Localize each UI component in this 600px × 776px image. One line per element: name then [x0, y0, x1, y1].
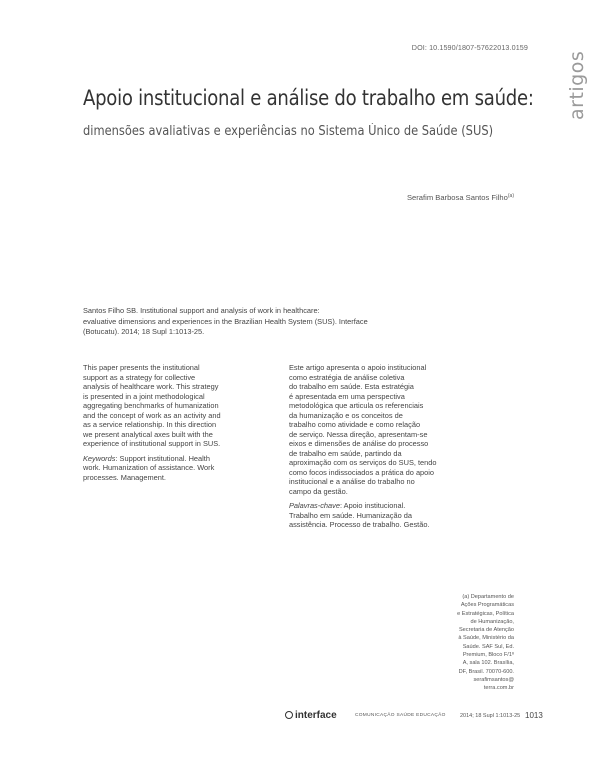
- journal-logo: [285, 710, 337, 721]
- affiliation-line: Secretaria de Atenção: [458, 627, 514, 634]
- affiliation-line: Saúde. SAF Sul, Ed.: [462, 643, 514, 650]
- abstract-line: como focos indissociados a prática do apoio: [289, 467, 435, 477]
- keywords-line: work. Humanization of assistance. Work: [83, 463, 215, 472]
- keywords-line: : Support institutional. Health: [115, 453, 210, 463]
- affiliation-line: A, sala 102. Brasília,: [462, 660, 514, 667]
- keywords-label: Keywords: [83, 453, 116, 463]
- abstract-portuguese: [289, 363, 454, 535]
- abstract-line: Este artigo apresenta o apoio institucional: [289, 363, 427, 372]
- page-footer: [285, 710, 550, 724]
- logo-icon: [285, 711, 293, 719]
- issue-info: 2014; 18 Supl 1:1013-25: [460, 713, 521, 719]
- affiliation-line: terra.com.br: [483, 685, 514, 692]
- affiliation-line: de Humanização,: [470, 618, 514, 625]
- article-subtitle: dimensões avaliativas e experiências no Sistema Único de Saúde (SUS): [83, 124, 494, 139]
- affiliation-line: serafimsantos@: [473, 676, 514, 683]
- abstract-line: do trabalho em saúde. Esta estratégia: [289, 382, 414, 391]
- author-name: Serafim Barbosa Santos Filho: [406, 193, 508, 202]
- abstract-body: [289, 363, 454, 496]
- article-title: Apoio institucional e análise do trabalho em saúde:: [83, 86, 534, 110]
- citation-block: [83, 306, 423, 338]
- affiliation-line: à Saúde, Ministério da: [458, 635, 514, 642]
- affiliation-line: e Estratégicas, Política: [457, 610, 514, 617]
- abstract-line: is presented in a joint methodological: [83, 391, 205, 401]
- abstract-line: da humanização e os conceitos de: [289, 410, 403, 420]
- keywords-line: processes. Management.: [83, 472, 166, 482]
- abstract-line: trabalho como atividade e como relação: [289, 420, 421, 429]
- abstract-line: analysis of healthcare work. This strategy: [83, 382, 219, 391]
- citation-line: Santos Filho SB. Institutional support and analysis of work in healthcare:: [83, 306, 320, 315]
- abstract-line: metodológica que articula os referenciais: [289, 401, 424, 410]
- affiliation-line: DF, Brasil. 70070-600.: [458, 668, 514, 675]
- author-line: [407, 193, 514, 202]
- abstract-line: de serviço. Nessa direção, apresentam-se: [289, 429, 428, 439]
- abstract-line: como estratégia de análise coletiva: [289, 372, 405, 382]
- keywords-line: assistência. Processo de trabalho. Gestão.: [289, 520, 430, 529]
- citation-line: evaluative dimensions and experiences in the Brazilian Health System (SUS). Interface: [83, 316, 368, 326]
- keywords: [83, 454, 283, 483]
- page-number: 1013: [525, 711, 543, 720]
- affiliation-line: Ações Programáticas: [460, 602, 514, 609]
- keywords-line: : Apoio institucional.: [339, 501, 406, 510]
- affiliation-line: Premium, Bloco F/1º: [462, 652, 514, 659]
- keywords: [289, 501, 454, 530]
- abstract-line: eixos e dimensões de análise do processo: [289, 439, 429, 448]
- author-marker: (a): [507, 193, 514, 199]
- abstract-english: [83, 363, 283, 487]
- abstract-line: This paper presents the institutional: [83, 363, 200, 372]
- keywords-line: Trabalho em saúde. Humanização da: [289, 510, 412, 520]
- citation-line: (Botucatu). 2014; 18 Supl 1:1013-25.: [83, 327, 205, 336]
- keywords-label: Palavras-chave: [289, 501, 340, 510]
- doi-text: DOI: 10.1590/1807-57622013.0159: [411, 43, 528, 52]
- author-affiliation: [424, 593, 514, 693]
- abstract-line: é apresentada em uma perspectiva: [289, 391, 405, 401]
- abstract-line: support as a strategy for collective: [83, 372, 196, 382]
- abstract-line: aproximação com os serviços do SUS, tendo: [289, 458, 437, 467]
- abstract-line: campo da gestão.: [289, 486, 348, 496]
- abstract-line: experience of institutional support in SUS.: [83, 439, 221, 448]
- abstract-line: as a service relationship. In this direction: [83, 420, 217, 429]
- abstract-body: [83, 363, 283, 449]
- abstract-line: we present analytical axes built with the: [83, 429, 213, 439]
- abstract-line: and the concept of work as an activity and: [83, 410, 221, 420]
- abstract-line: institucional e a análise do trabalho no: [289, 477, 415, 486]
- abstract-line: aggregating benchmarks of humanization: [83, 401, 219, 410]
- section-label: artigos: [566, 50, 588, 120]
- logo-text: interface: [295, 710, 337, 721]
- abstract-line: de trabalho em saúde, partindo da: [289, 448, 402, 458]
- journal-name: COMUNICAÇÃO SAÚDE EDUCAÇÃO: [355, 713, 446, 718]
- affiliation-line: (a) Departamento de: [462, 594, 514, 600]
